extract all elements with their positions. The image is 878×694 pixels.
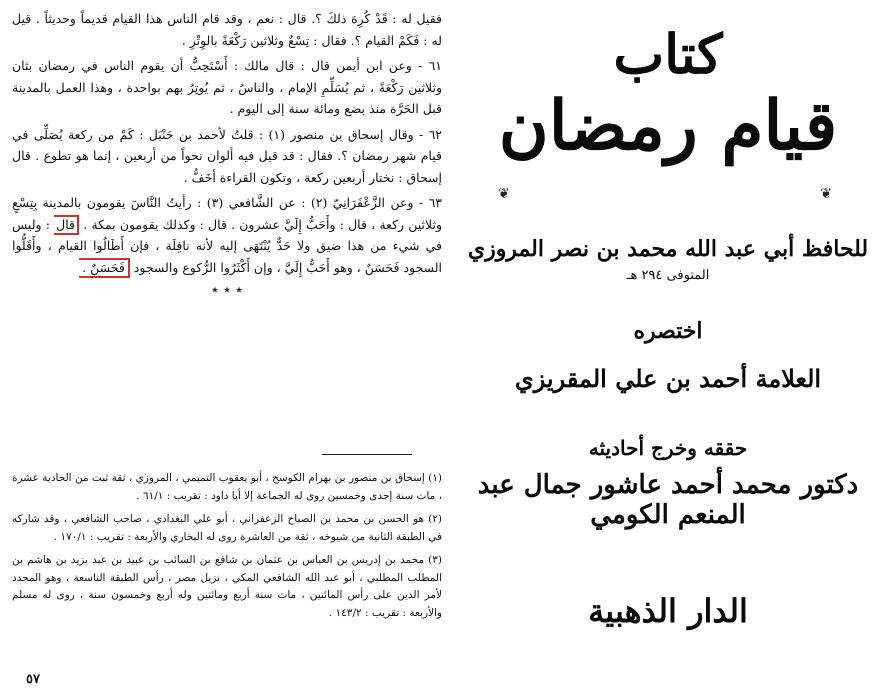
paragraph-63-text: ٦٣ - وعن الزَّعْفَرَانِيّ (٢) : عن الشَّافعي (٣) : رأيتُ النَّاسَ يقومون بالمدينة بِتِسْعٍ وثلاثين ركعة ، قال : وأَحَبُّ إِلَيَّ عشرون . قال : وكذلك يقومون بمكة .: [12, 195, 443, 232]
annotation-bracket-end: فَحَسَنٌ .: [79, 258, 130, 278]
author-line: للحافظ أبي عبد الله محمد بن نصر المروزي: [467, 236, 869, 262]
paragraph-63-tail: : وليس في شيء من هذا ضيق ولا حَدٌّ يُنْتَهَى إليه لأنه نافِلَة ، فإن أَطَالُوا القيام ، وأَقَلُّوا السجود فَحَسَنٌ ، وهو أَحَبُّ إِلَيَّ ، وإن أَكْثَرُوا الرُّكوع والسجود: [12, 216, 442, 275]
book-title: قيام رمضان: [498, 86, 838, 166]
paragraph-61: ٦١ - وعن ابن أيمن قال : قال مالك : أَسْتَحِبُّ أن يقوم الناس في رمضان بثان وثلاثين رَكْعَةً ، ثم يُسَلِّمِ الإمام ، والناسُ ، ثم يُوتِرُ بهم بواحدة ، وهذا العمل بالمدينة قبل الحَرَّة منذ بضع ومائة سنة إلى اليوم .: [12, 58, 442, 116]
title-page: [458, 0, 878, 694]
paragraph-intro: فقيل له : قَدْ كُرِهَ ذلكَ ؟. قال : نعم ، وقد قام الناس هذا القيام قديماً وحديثاً . قيل له : فَكَمْ القيام ؟. فقال : تِسْعٌ وثلاثين رَكْعَةً بالوِتْرِ .: [12, 11, 442, 48]
footnote-1: (١) إسحاق بن منصور بن بهرام الكوسج ، أبو يعقوب التميمي ، المروزي ، ثقة ثبت من الحادية عشرة ، مات سنة إحدى وخمسين روى له الجماعة إلا أبا داود : تقريب : ٦١/١ .: [12, 472, 442, 502]
edited-label: حققه وخرج أحاديثه: [588, 436, 748, 460]
ornament-left-icon: ❦: [498, 186, 510, 202]
paragraph-62: ٦٢ - وقال إسحاق بن منصور (١) : قلتُ لأحمد بن حَنْبَل : كَمْ من ركعة يُصَلِّى في قيام شهر رمضان ؟. فقال : قد قيل فيه ألوان نحواً من أربعين ، إنما هو تطوع . قال إسحاق : نختار أربعين ركعة ، وتكون القراءة أخَفُّ .: [12, 126, 442, 185]
text-page: [12, 8, 442, 688]
publisher-name: الدار الذهبية: [588, 592, 748, 630]
footnote-3: (٣) محمد بن إدريس بن العباس بن عثمان بن شافع بن السائب بن عبيد بن عبد يزيد بن هاشم بن المطلب المطلبي ، أبو عبد الله الشافعي المكي ، نزيل مصر ، رأس الطبقة التاسعة ، وهو المجدد لأمر الدين على رأس المائتين ، مات سنة أربع ومائتين وله أربع وخمسون سنة ، روى له مسلم والأربعة : تقريب : ١٤٣/٢ .: [12, 554, 442, 619]
editors-names: دكتور محمد أحمد عاشور جمال عبد المنعم الكومي: [477, 470, 859, 530]
footnote-2: (٢) هو الحسن بن محمد بن الصباح الزعفراني ، أبو علي البغدادي ، صاحب الشافعي ، وقد شاركه في الطبقة الثانية من شيوخه ، ثقة من العاشرة روى له البخاري والأربعة : تقريب : ١٧٠/١ .: [12, 513, 442, 543]
ornament-right-icon: ❦: [820, 186, 832, 202]
book-label: كتاب: [613, 22, 723, 86]
page-number: ٥٧: [26, 672, 40, 687]
death-date: المتوفى ٢٩٤ هـ: [626, 268, 710, 283]
annotation-bracket-start: قال: [54, 215, 79, 235]
paragraph-63: [12, 192, 442, 278]
footnote-divider: [322, 454, 412, 455]
title-block: [458, 86, 878, 202]
abridger-name: العلامة أحمد بن علي المقريزي: [514, 364, 822, 393]
footnotes: [12, 470, 442, 628]
section-stars: ٭ ٭ ٭: [211, 282, 243, 298]
abridged-label: اختصره: [633, 318, 703, 344]
